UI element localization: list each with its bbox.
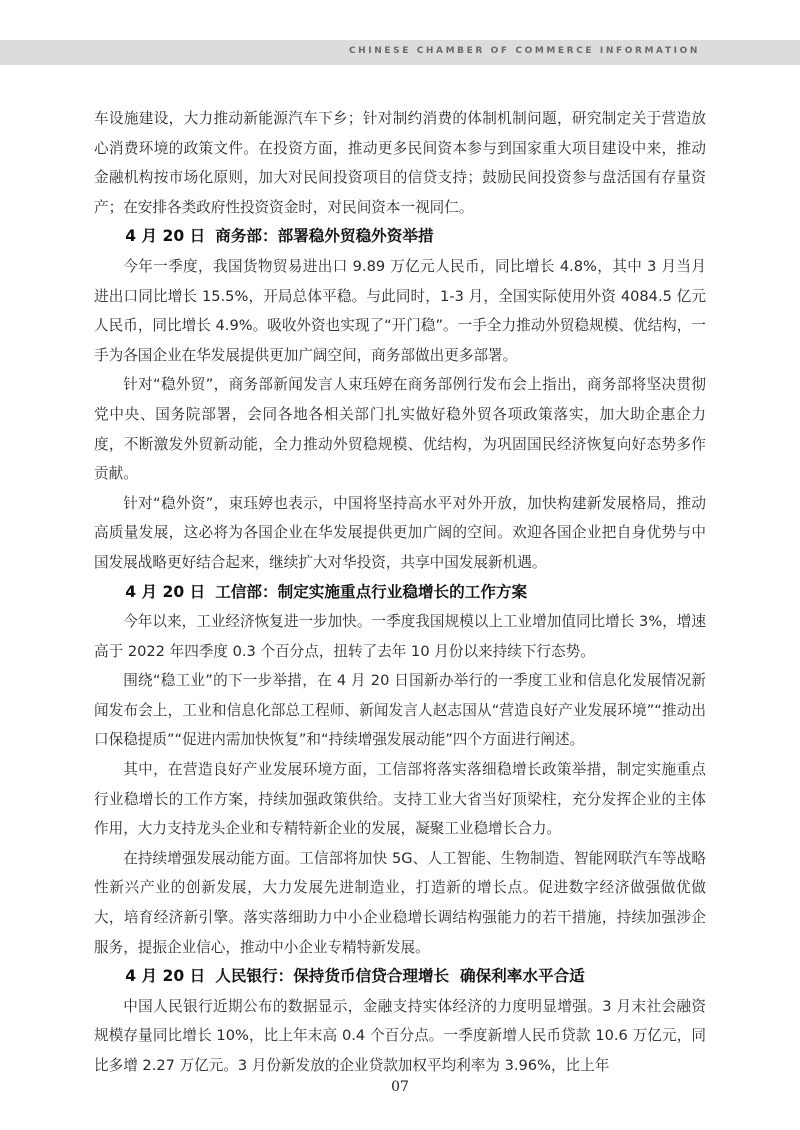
page-number: 07 <box>391 1079 409 1095</box>
section-date: 4 月 20 日 <box>125 582 206 601</box>
section-title: 工信部：制定实施重点行业稳增长的工作方案 <box>215 582 528 601</box>
section-title: 商务部：部署稳外贸稳外资举措 <box>215 227 434 246</box>
section-heading-miit <box>94 578 706 608</box>
paragraph: 针对“稳外贸”，商务部新闻发言人束珏婷在商务部例行发布会上指出，商务部将坚决贯彻党中央、国务院部署，会同各地各相关部门扎实做好稳外贸各项政策落实，加大助企惠企力度，不断激发外贸新动能，全力推动外贸稳规模、优结构，为巩固国民经济恢复向好态势多作贡献。 <box>94 376 706 483</box>
article-body <box>94 104 706 1081</box>
section-title: 人民银行：保持货币信贷合理增长 确保利率水平合适 <box>215 967 585 986</box>
paragraph: 中国人民银行近期公布的数据显示，金融支持实体经济的力度明显增强。3 月末社会融资规模存量同比增长 10%，比上年末高 0.4 个百分点。一季度新增人民币贷款 10.6 万亿元，同比多增 2.27 万亿元。3 月份新发放的企业贷款加权平均利率为 3.96%，比上年 <box>94 997 706 1074</box>
paragraph: 其中，在营造良好产业发展环境方面，工信部将落实落细稳增长政策举措，制定实施重点行业稳增长的工作方案，持续加强政策供给。支持工业大省当好顶梁柱，充分发挥企业的主体作用，大力支持龙头企业和专精特新企业的发展，凝聚工业稳增长合力。 <box>94 761 706 838</box>
paragraph: 在持续增强发展动能方面。工信部将加快 5G、人工智能、生物制造、智能网联汽车等战略性新兴产业的创新发展，大力发展先进制造业，打造新的增长点。促进数字经济做强做优做大，培育经济新引擎。落实落细助力中小企业稳增长调结构强能力的若干措施，持续加强涉企服务，提振企业信心，推动中小企业专精特新发展。 <box>94 849 706 956</box>
paragraph: 今年以来，工业经济恢复进一步加快。一季度我国规模以上工业增加值同比增长 3%，增速高于 2022 年四季度 0.3 个百分点，扭转了去年 10 月份以来持续下行态势。 <box>94 613 706 660</box>
section-heading-commerce <box>94 222 706 252</box>
paragraph: 围绕“稳工业”的下一步举措，在 4 月 20 日国新办举行的一季度工业和信息化发展情况新闻发布会上，工业和信息化部总工程师、新闻发言人赵志国从“营造良好产业发展环境”“推动出口保稳提质”“促进内需加快恢复”和“持续增强发展动能”四个方面进行阐述。 <box>94 672 706 749</box>
section-date: 4 月 20 日 <box>125 227 206 246</box>
section-heading-pboc <box>94 962 706 992</box>
header-title: CHINESE CHAMBER OF COMMERCE INFORMATION <box>348 46 700 56</box>
paragraph: 针对“稳外资”，束珏婷也表示，中国将坚持高水平对外开放，加快构建新发展格局，推动高质量发展，这必将为各国企业在华发展提供更加广阔的空间。欢迎各国企业把自身优势与中国发展战略更好结合起来，继续扩大对华投资，共享中国发展新机遇。 <box>94 494 706 571</box>
intro-paragraph: 车设施建设，大力推动新能源汽车下乡；针对制约消费的体制机制问题，研究制定关于营造放心消费环境的政策文件。在投资方面，推动更多民间资本参与到国家重大项目建设中来，推动金融机构按市场化原则，加大对民间投资项目的信贷支持；鼓励民间投资参与盘活国有存量资产；在安排各类政府性投资资金时，对民间资本一视同仁。 <box>94 110 706 216</box>
section-date: 4 月 20 日 <box>125 967 206 986</box>
paragraph: 今年一季度，我国货物贸易进出口 9.89 万亿元人民币，同比增长 4.8%，其中 3 月当月进出口同比增长 15.5%，开局总体平稳。与此同时，1-3 月，全国实际使用外资 4084.5 亿元人民币，同比增长 4.9%。吸收外资也实现了“开门稳”。一手全力推动外贸稳规模、优结构，一手为各国企业在华发展提供更加广阔空间，商务部做出更多部署。 <box>94 257 706 364</box>
